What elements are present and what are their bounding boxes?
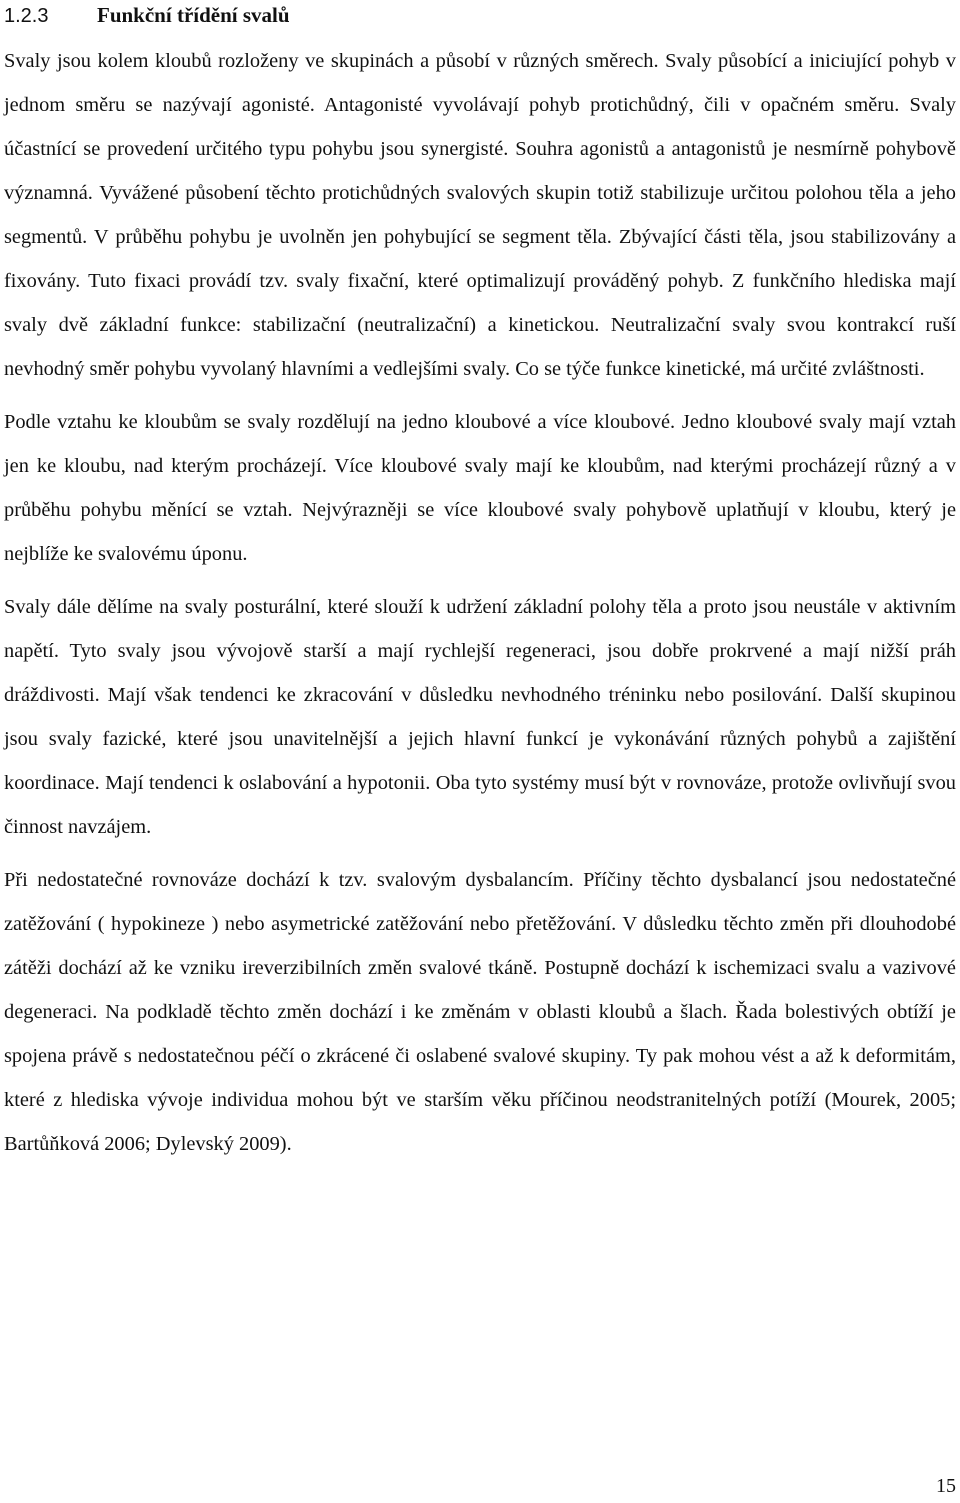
section-number: 1.2.3 (4, 5, 49, 27)
section-heading (4, 0, 956, 31)
section-title: Funkční třídění svalů (97, 3, 290, 27)
page-number: 15 (936, 1475, 956, 1497)
paragraph-muscle-groups: Svaly jsou kolem kloubů rozloženy ve skupinách a působí v různých směrech. Svaly působící a iniciující pohyb v jednom směru se nazývají agonisté. Antagonisté vyvolávají pohyb protichůdný, čili v opačném směru. Svaly účastnící se provedení určitého typu pohybu jsou synergisté. Souhra agonistů a antagonistů je nesmírně pohybově významná. Vyvážené působení těchto protichůdných svalových skupin totiž stabilizuje určitou polohou těla a jeho segmentů. V průběhu pohybu je uvolněn jen pohybující se segment těla. Zbývající části těla, jsou stabilizovány a fixovány. Tuto fixaci provádí tzv. svaly fixační, které optimalizují prováděný pohyb. Z funkčního hlediska mají svaly dvě základní funkce: stabilizační (neutralizační) a kinetickou. Neutralizační svaly svou kontrakcí ruší nevhodný směr pohybu vyvolaný hlavními a vedlejšími svaly. Co se týče funkce kinetické, má určité zvláštnosti. (4, 50, 956, 380)
document-page (4, 0, 956, 1166)
paragraph-dysbalances: Při nedostatečné rovnováze dochází k tzv. svalovým dysbalancím. Příčiny těchto dysbalancí jsou nedostatečné zatěžování ( hypokineze ) nebo asymetrické zatěžování nebo přetěžování. V důsledku těchto změn při dlouhodobé zátěži dochází až ke vzniku ireverzibilních změn svalové tkáně. Postupně dochází k ischemizaci svalu a vazivové degeneraci. Na podkladě těchto změn dochází i ke změnám v oblasti kloubů a šlach. Řada bolestivých obtíží je spojena právě s nedostatečnou péčí o zkrácené či oslabené svalové skupiny. Ty pak mohou vést a až k deformitám, které z hlediska vývoje individua mohou být ve starším věku příčinou neodstranitelných potíží (Mourek, 2005; Bartůňková 2006; Dylevský 2009). (4, 869, 956, 1155)
paragraph-joint-relation: Podle vztahu ke kloubům se svaly rozdělují na jedno kloubové a více kloubové. Jedno kloubové svaly mají vztah jen ke kloubu, nad kterým procházejí. Více kloubové svaly mají ke kloubům, nad kterými procházejí různý a v průběhu pohybu měnící se vztah. Nejvýrazněji se více kloubové svaly pohybově uplatňují v kloubu, který je nejblíže ke svalovému úponu. (4, 411, 956, 565)
paragraph-postural-phasic: Svaly dále dělíme na svaly posturální, které slouží k udržení základní polohy těla a proto jsou neustále v aktivním napětí. Tyto svaly jsou vývojově starší a mají rychlejší regeneraci, jsou dobře prokrvené a mají nižší práh dráždivosti. Mají však tendenci ke zkracování v důsledku nevhodného tréninku nebo posilování. Další skupinou jsou svaly fazické, které jsou unavitelnější a jejich hlavní funkcí je vykonávání různých pohybů a zajištění koordinace. Mají tendenci k oslabování a hypotonii. Oba tyto systémy musí být v rovnováze, protože ovlivňují svou činnost navzájem. (4, 596, 956, 838)
